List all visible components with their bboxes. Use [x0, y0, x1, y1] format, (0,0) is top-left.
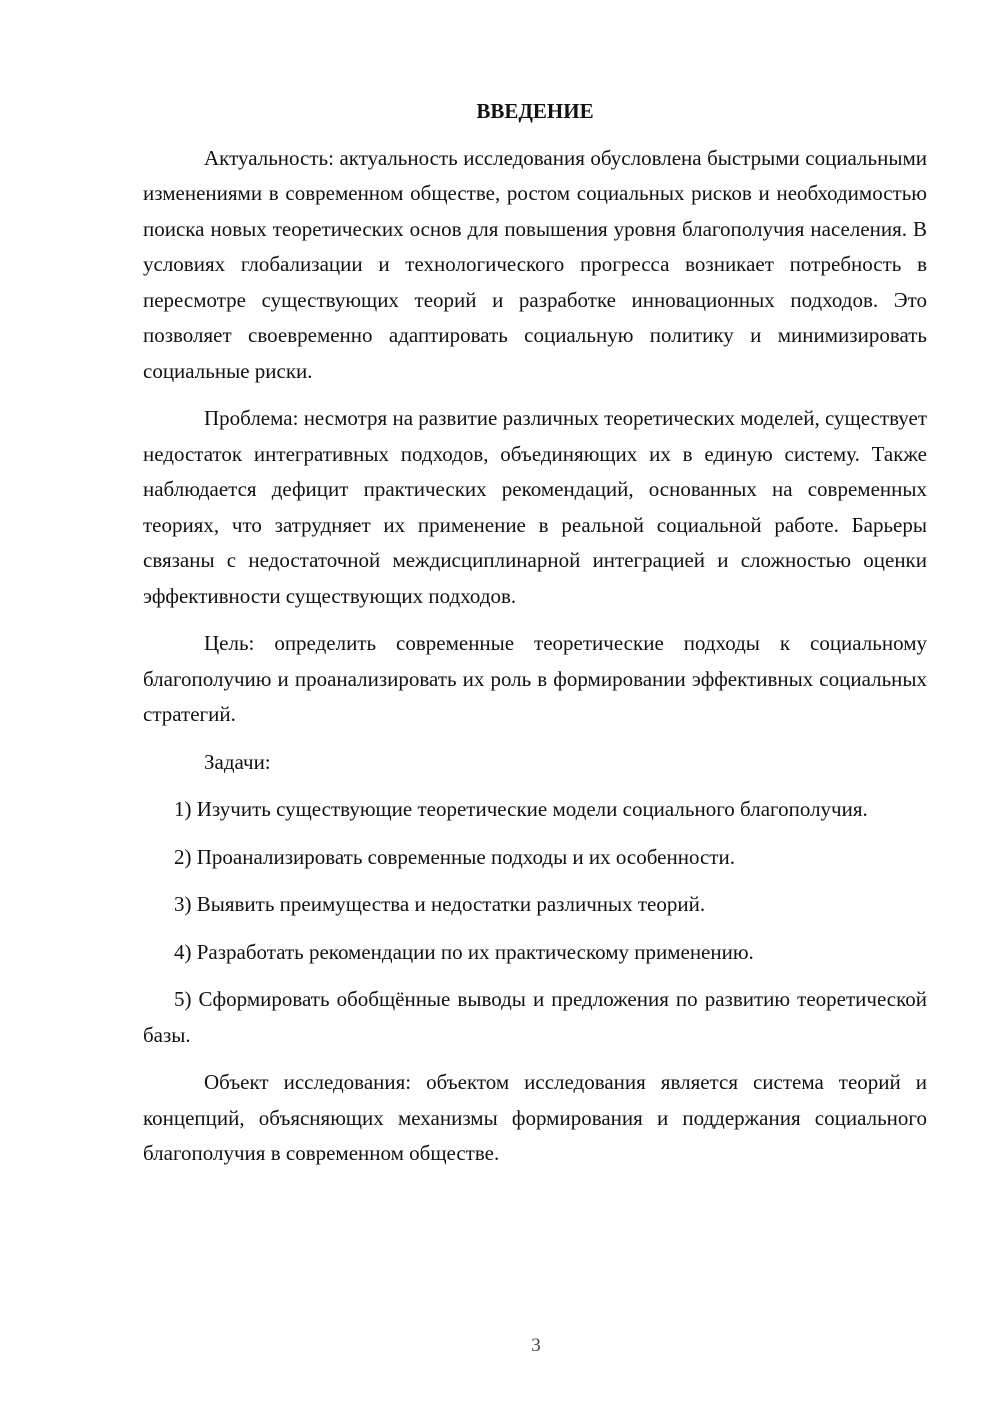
task-item-3: 3) Выявить преимущества и недостатки различных теорий. — [174, 892, 706, 916]
task-item-2: 2) Проанализировать современные подходы и их особенности. — [174, 844, 735, 869]
task-item-1: 1) Изучить существующие теоретические модели социального благополучия. — [174, 797, 868, 821]
page-number: 3 — [531, 1335, 541, 1356]
task-item-5: 5) Сформировать обобщённые выводы и предложения по развитию теоретической базы. — [143, 987, 927, 1047]
page-title: ВВЕДЕНИЕ — [476, 99, 594, 123]
object-paragraph: Объект исследования: объектом исследования является система теорий и концепций, объясняющих механизмы формирования и поддержания социального благополучия в современном обществе. — [143, 1070, 927, 1165]
task-item-4: 4) Разработать рекомендации по их практическому применению. — [174, 939, 754, 964]
tasks-list — [143, 792, 927, 1053]
goal-paragraph: Цель: определить современные теоретические подходы к социальному благополучию и проанализировать их роль в формировании эффективных социальных стратегий. — [143, 631, 927, 726]
tasks-label: Задачи: — [204, 749, 271, 774]
page-content — [143, 94, 927, 1184]
relevance-paragraph: Актуальность: актуальность исследования обусловлена быстрыми социальными изменениями в современном обществе, ростом социальных рисков и необходимостью поиска новых теоретических основ для повышения уровня благополучия населения. В условиях глобализации и технологического прогресса возникает потребность в пересмотре существующих теорий и разработке инновационных подходов. Это позволяет своевременно адаптировать социальную политику и минимизировать социальные риски. — [143, 145, 927, 383]
problem-paragraph: Проблема: несмотря на развитие различных теоретических моделей, существует недостаток интегративных подходов, объединяющих их в единую систему. Также наблюдается дефицит практических рекомендаций, основанных на современных теориях, что затрудняет их применение в реальной социальной работе. Барьеры связаны с недостаточной междисциплинарной интеграцией и сложностью оценки эффективности существующих подходов. — [143, 406, 927, 608]
